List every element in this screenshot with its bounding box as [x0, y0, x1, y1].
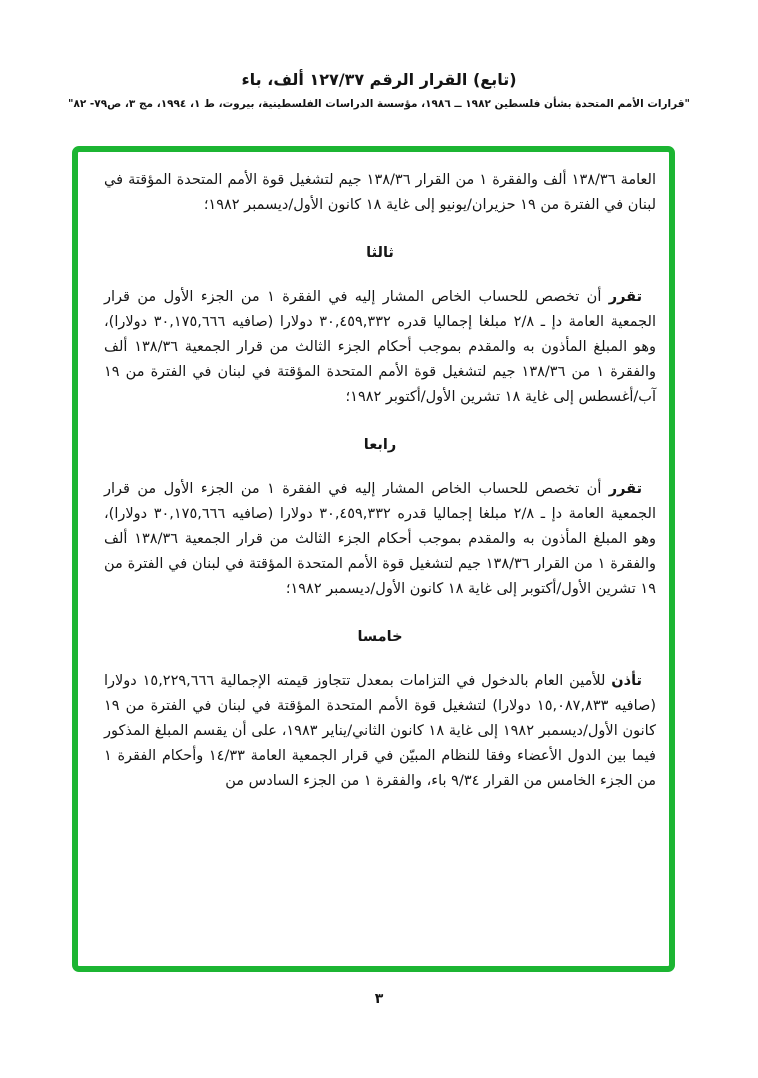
section-paragraph-fifth	[104, 669, 656, 794]
page-title: (تابع) القرار الرقم ١٢٧/٣٧ ألف، باء	[241, 70, 517, 89]
resolution-text	[78, 152, 669, 794]
section-heading-third: ثالثا	[366, 245, 394, 261]
section-heading-fourth: رابعا	[363, 437, 397, 453]
paragraph-text: أن تخصص للحساب الخاص المشار إليه في الفقرة ١ من الجزء الأول من قرار الجمعية العامة دإ ـ ٢/٨ مبلغا إجماليا قدره ٣٠,٤٥٩,٣٣٢ دولارا (صافيه ٣٠,١٧٥,٦٦٦ دولارا)، وهو المبلغ المأذون به والمقدم بموجب أحكام الجزء الثالث من قرار الجمعية ١٣٨/٣٦ ألف والفقرة ١ من القرار ١٣٨/٣٦ جيم لتشغيل قوة الأمم المتحدة المؤقتة في لبنان في الفترة من ١٩ تشرين الأول/أكتوبر إلى غاية ١٨ كانون الأول/ديسمبر ١٩٨٢؛	[104, 481, 656, 597]
section-paragraph-third	[104, 285, 656, 410]
intro-paragraph: العامة ١٣٨/٣٦ ألف والفقرة ١ من القرار ١٣٨/٣٦ جيم لتشغيل قوة الأمم المتحدة المؤقتة في لبنان في الفترة من ١٩ حزيران/يونيو إلى غاية ١٨ كانون الأول/ديسمبر ١٩٨٢؛	[104, 172, 656, 213]
page-number: ٣	[374, 991, 384, 1007]
highlight-frame	[72, 146, 675, 972]
paragraph-text: للأمين العام بالدخول في التزامات بمعدل تتجاوز قيمته الإجمالية ١٥,٢٢٩,٦٦٦ دولارا (صافيه ١٥,٠٨٧,٨٣٣ دولارا) لتشغيل قوة الأمم المتحدة المؤقتة في لبنان في الفترة من ١٩ كانون الأول/ديسمبر ١٩٨٢ إلى غاية ١٨ كانون الثاني/يناير ١٩٨٣، على أن يقسم المبلغ المذكور فيما بين الدول الأعضاء وفقا للنظام المبيّن في قرار الجمعية العامة ١٤/٣٣ وأحكام الفقرة ١ من الجزء الخامس من القرار ٩/٣٤ باء، والفقرة ١ من الجزء السادس من	[104, 673, 657, 789]
section-paragraph-fourth	[104, 477, 656, 602]
lead-word: تقرر	[608, 481, 643, 497]
page-subtitle: "قرارات الأمم المتحدة بشأن فلسطين ١٩٨٢ ــ ١٩٨٦، مؤسسة الدراسات الفلسطينية، بيروت، ط ١، ١٩٩٤، مج ٣، ص٧٩- ٨٢"	[67, 98, 691, 110]
paragraph-text: أن تخصص للحساب الخاص المشار إليه في الفقرة ١ من الجزء الأول من قرار الجمعية العامة دإ ـ ٢/٨ مبلغا إجماليا قدره ٣٠,٤٥٩,٣٣٢ دولارا (صافيه ٣٠,١٧٥,٦٦٦ دولارا)، وهو المبلغ المأذون به والمقدم بموجب أحكام الجزء الثالث من قرار الجمعية ١٣٨/٣٦ ألف والفقرة ١ من ١٣٨/٣٦ جيم لتشغيل قوة الأمم المتحدة المؤقتة في لبنان في الفترة من ١٩ آب/أغسطس إلى غاية ١٨ تشرين الأول/أكتوبر ١٩٨٢؛	[104, 289, 656, 405]
lead-word: تأذن	[611, 673, 643, 689]
lead-word: تقرر	[608, 289, 643, 305]
section-heading-fifth: خامسا	[357, 629, 403, 645]
page-header	[0, 70, 758, 110]
